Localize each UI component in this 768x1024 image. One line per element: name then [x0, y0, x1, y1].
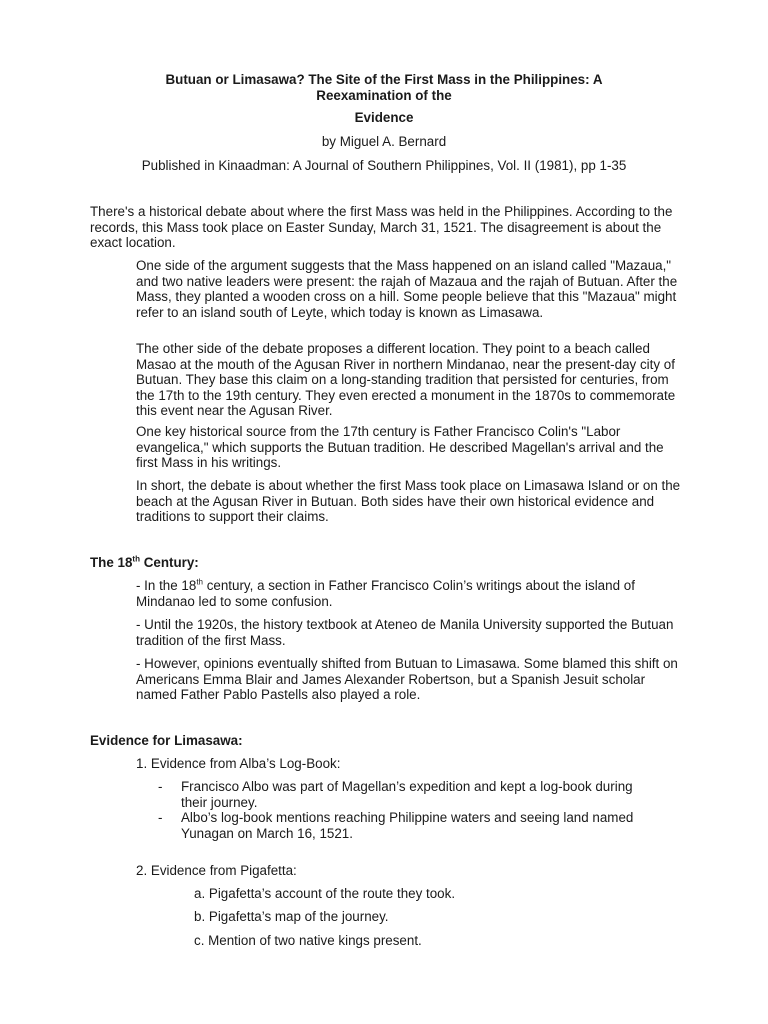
sub-item: a. Pigafetta’s account of the route they took.	[194, 886, 456, 901]
list-item-text: Albo’s log-book mentions reaching Philippine waters and seeing land named Yunagan on March 16, 1521.	[181, 810, 634, 841]
document-title: Butuan or Limasawa? The Site of the First Mass in the Philippines: A Reexamination of the	[165, 72, 603, 103]
publication-info: Published in Kinaadman: A Journal of Southern Philippines, Vol. II (1981), pp 1-35	[141, 158, 627, 173]
sub-item: b. Pigafetta’s map of the journey.	[194, 909, 389, 924]
section-heading-18th-century: The 18th Century:	[90, 554, 199, 570]
sub-item: c. Mention of two native kings present.	[194, 933, 422, 948]
numbered-item: 1. Evidence from Alba’s Log-Book:	[136, 756, 341, 771]
intro-paragraph: There's a historical debate about where the first Mass was held in the Philippines. According to the records, this Mass took place on Easter Sunday, March 31, 1521. The disagreement is about the exact location.	[90, 204, 673, 250]
author-byline: by Miguel A. Bernard	[321, 134, 447, 149]
list-item-text: Francisco Albo was part of Magellan’s expedition and kept a log-book during their journey.	[181, 779, 633, 810]
paragraph-summary: In short, the debate is about whether the first Mass took place on Limasawa Island or on the beach at the Agusan River in Butuan. Both sides have their own historical evidence and traditions to support their claims.	[136, 478, 681, 524]
section-heading-evidence-limasawa: Evidence for Limasawa:	[90, 733, 243, 748]
list-item: - Until the 1920s, the history textbook at Ateneo de Manila University supported the Butuan tradition of the first Mass.	[136, 617, 674, 648]
numbered-item: 2. Evidence from Pigafetta:	[136, 863, 297, 878]
list-item: - However, opinions eventually shifted from Butuan to Limasawa. Some blamed this shift on Americans Emma Blair and James Alexander Robertson, but a Spanish Jesuit scholar named Father Pablo Pastells also played a role.	[136, 656, 678, 702]
paragraph-colin: One key historical source from the 17th century is Father Francisco Colin's "Labor evangelica," which supports the Butuan tradition. He described Magellan's arrival and the first Mass in his writings.	[136, 424, 664, 470]
bullet-dash: -	[158, 779, 163, 794]
paragraph-butuan: The other side of the debate proposes a different location. They point to a beach called Masao at the mouth of the Agusan River in northern Mindanao, near the present-day city of Butuan. They base this claim on a long-standing tradition that persisted for centuries, from the 17th to the 19th century. They even erected a monument in the 1870s to commemorate this event near the Agusan River.	[136, 341, 676, 418]
bullet-dash: -	[158, 810, 163, 825]
paragraph-mazaua: One side of the argument suggests that the Mass happened on an island called "Mazaua," and two native leaders were present: the rajah of Mazaua and the rajah of Butuan. After the Mass, they planted a wooden cross on a hill. Some people believe that this "Mazaua" might refer to an island south of Leyte, which today is known as Limasawa.	[136, 258, 678, 320]
list-item: - In the 18th century, a section in Father Francisco Colin’s writings about the island of Mindanao led to some confusion.	[136, 577, 635, 609]
document-title-continued: Evidence	[354, 110, 414, 125]
